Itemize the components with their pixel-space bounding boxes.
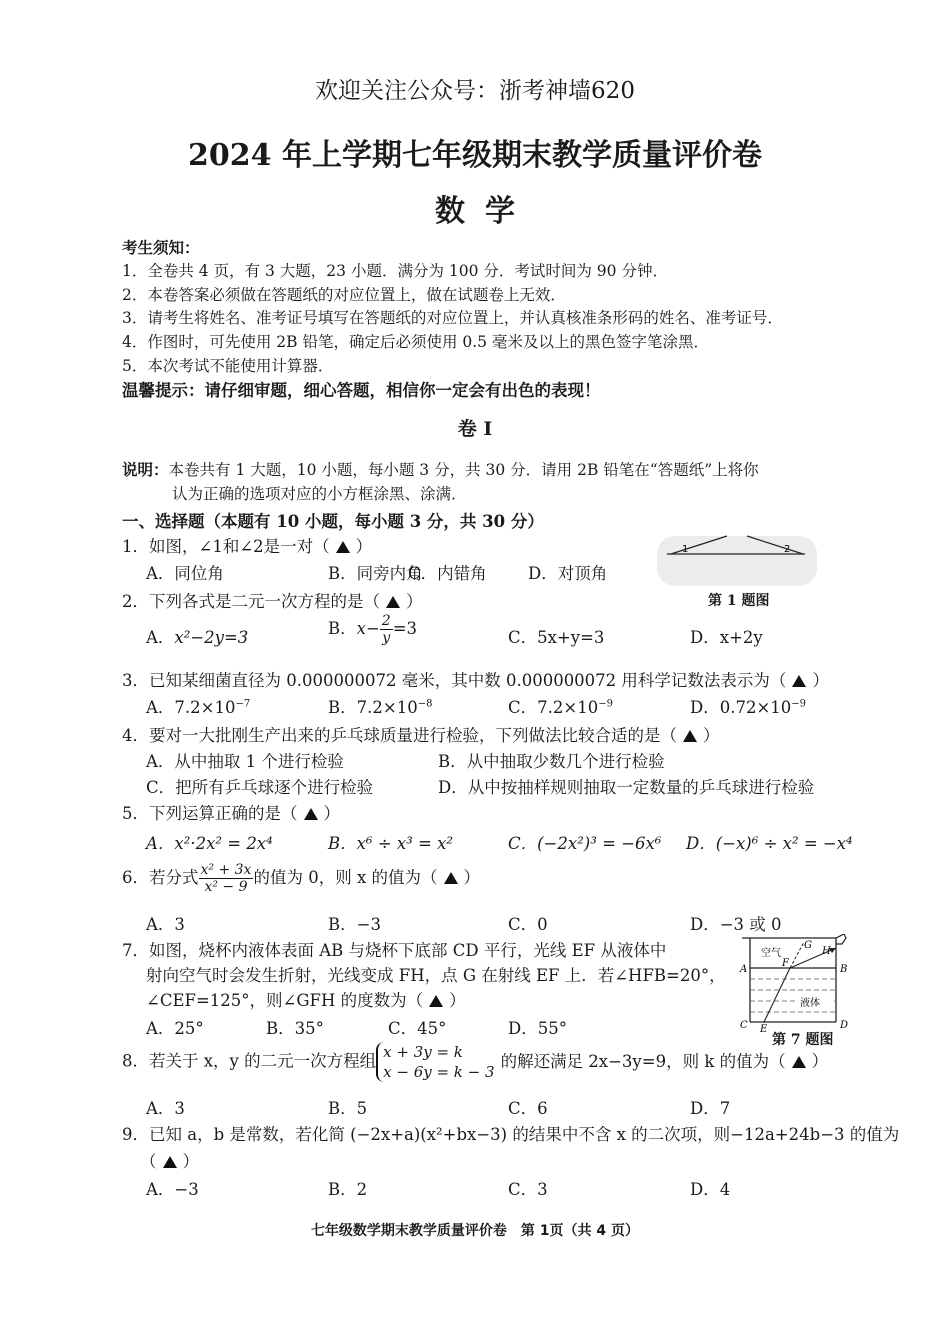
fig-label: G — [804, 940, 812, 951]
fig-label: 1 — [682, 544, 689, 555]
notice-item: 1．全卷共 4 页，有 3 大题，23 小题．满分为 100 分．考试时间为 90 分钟． — [122, 262, 668, 280]
q7-option-c: C．45° — [388, 1019, 447, 1038]
q7-option-a: A．25° — [146, 1019, 204, 1038]
answer-triangle-icon — [163, 1156, 177, 1168]
fig-label: D — [840, 1020, 849, 1031]
equation-system: x + 3y = k x − 6y = k − 3 — [376, 1042, 494, 1082]
q3-option-b: B．$7.2\times 10^{-8}$ — [328, 698, 433, 717]
notice-item: 4．作图时，可先使用 2B 铅笔，确定后必须使用 0.5 毫米及以上的黑色签字笔涂黑． — [122, 333, 709, 351]
q4-option-d: D．从中按抽样规则抽取一定数量的乒乓球进行检验 — [438, 778, 815, 797]
q9-option-a: A．−3 — [146, 1180, 199, 1199]
q9-stem: 9．已知 a，b 是常数，若化简 (−2x+a)(x²+bx−3) 的结果中不含 x 的二次项，则−12a+24b−3 的值为 — [122, 1125, 900, 1144]
subject-title: 数学 — [435, 194, 535, 229]
fig-label: 2 — [784, 544, 791, 555]
notice-item: 5．本次考试不能使用计算器． — [122, 357, 334, 375]
question-5: 5．下列运算正确的是（ ） — [122, 804, 340, 823]
section-heading: 一、选择题（本题有 10 小题，每小题 3 分，共 30 分） — [122, 512, 544, 531]
notice-item: 2．本卷答案必须做在答题纸的对应位置上，做在试题卷上无效． — [122, 286, 566, 304]
q8-option-a: A．3 — [146, 1099, 185, 1118]
q5-option-b: B．x⁶ ÷ x³ = x² — [328, 834, 454, 853]
notice-heading: 考生须知： — [122, 238, 200, 257]
fig-label: E — [760, 1024, 768, 1035]
q1-option-c: C．内错角 — [408, 564, 487, 583]
q5-option-c: C．(−2x²)³ = −6x⁶ — [508, 834, 662, 853]
exam-title: 2024 年上学期七年级期末教学质量评价卷 — [188, 138, 762, 173]
question-3: 3．已知某细菌直径为 0.000000072 毫米，其中数 0.000000072 用科学记数法表示为（ ） — [122, 671, 829, 690]
tip: 温馨提示：请仔细审题，细心答题，相信你一定会有出色的表现！ — [122, 381, 601, 400]
q8-option-b: B．5 — [328, 1099, 368, 1118]
explain-label: 说明： — [122, 460, 169, 479]
question-7: ∠CEF=125°，则∠GFH 的度数为（ ） — [146, 991, 466, 1010]
answer-triangle-icon — [386, 596, 400, 608]
q7-option-b: B．35° — [266, 1019, 324, 1038]
q8-option-c: C．6 — [508, 1099, 548, 1118]
explain-text: 本卷共有 1 大题，10 小题，每小题 3 分，共 30 分．请用 2B 铅笔在“答题纸”上将你 — [168, 461, 759, 479]
q8-option-d: D．7 — [690, 1099, 731, 1118]
fig-label: B — [840, 964, 848, 975]
q6-option-a: A．3 — [146, 915, 185, 934]
fig-label: 液体 — [800, 998, 820, 1009]
q3-option-d: D．$0.72\times 10^{-9}$ — [690, 698, 807, 717]
question-4: 4．要对一大批刚生产出来的乒乓球质量进行检验，下列做法比较合适的是（ ） — [122, 726, 720, 745]
q4-stem: 4．要对一大批刚生产出来的乒乓球质量进行检验，下列做法比较合适的是（ — [122, 726, 677, 745]
fig-label: 空气 — [761, 948, 781, 959]
banner: 欢迎关注公众号：浙考神墙620 — [315, 78, 635, 104]
q3-option-a: A．$7.2\times 10^{-7}$ — [146, 698, 251, 717]
q2-option-c: C．5x+y=3 — [508, 628, 605, 647]
q2-option-d: D．x+2y — [690, 628, 763, 647]
answer-triangle-icon — [444, 872, 458, 884]
q2-stem: 2．下列各式是二元一次方程的是（ — [122, 592, 380, 611]
q4-option-a: A．从中抽取 1 个进行检验 — [146, 752, 344, 771]
answer-triangle-icon — [792, 675, 806, 687]
question-9: （ ） — [140, 1152, 199, 1171]
q3-option-c: C．$7.2\times 10^{-9}$ — [508, 698, 613, 717]
fig-label: H — [822, 946, 831, 957]
fig-label: A — [740, 964, 748, 975]
fraction: $\frac{\text{x² + 3x}}{\text{x² − 9}}$ — [200, 862, 252, 895]
page-footer: 七年级数学期末教学质量评价卷 第 1页（共 4 页） — [310, 1223, 640, 1239]
fraction: $\frac{2}{y}$ — [381, 613, 391, 646]
answer-triangle-icon — [304, 808, 318, 820]
q4-option-b: B．从中抽取少数几个进行检验 — [438, 752, 665, 771]
answer-triangle-icon — [429, 995, 443, 1007]
fig-label: C — [740, 1020, 748, 1031]
q1-option-b: B．同旁内角 — [328, 564, 423, 583]
q6-option-d: D．−3 或 0 — [690, 915, 782, 934]
q1-figure-caption: 第 1 题图 — [708, 593, 770, 609]
q9-option-b: B．2 — [328, 1180, 368, 1199]
notice-item: 3．请考生将姓名、准考证号填写在答题纸的对应位置上，并认真核准条形码的姓名、准考证号． — [122, 309, 783, 327]
explain-text: 认为正确的选项对应的小方框涂黑、涂满． — [172, 485, 467, 503]
q1-option-a: A．同位角 — [146, 564, 224, 583]
question-2: 2．下列各式是二元一次方程的是（ ） — [122, 592, 423, 611]
fig-label: F — [782, 958, 789, 969]
answer-triangle-icon — [336, 541, 350, 553]
part-heading: 卷 Ⅰ — [457, 418, 493, 440]
q9-option-d: D．4 — [690, 1180, 731, 1199]
q3-stem: 3．已知某细菌直径为 0.000000072 毫米，其中数 0.000000072 用科学记数法表示为（ — [122, 671, 787, 690]
answer-triangle-icon — [792, 1056, 806, 1068]
q5-option-a: A．x²·2x² = 2x⁴ — [146, 834, 273, 853]
q1-option-d: D．对顶角 — [528, 564, 608, 583]
question-1: 1．如图，∠1和∠2是一对（ ） — [122, 537, 373, 556]
answer-triangle-icon — [683, 730, 697, 742]
q7-figure-caption: 第 7 题图 — [772, 1032, 834, 1048]
question-8: 8．若关于 x，y 的二元一次方程组 x + 3y = k x − 6y = k − 3 的解还满足 2x−3y=9，则 k 的值为（ ） — [122, 1043, 829, 1081]
q7-option-d: D．55° — [508, 1019, 567, 1038]
q1-stem: 1．如图，∠1和∠2是一对（ — [122, 537, 330, 556]
q6-option-b: B．−3 — [328, 915, 381, 934]
q2-option-a: A．x²−2y=3 — [146, 628, 249, 647]
question-6: 6．若分式 $\frac{\text{x² + 3x}}{\text{x² − 9}}$ 的值为 0，则 x 的值为（ ） — [122, 862, 480, 895]
q4-option-c: C．把所有乒乓球逐个进行检验 — [146, 778, 374, 797]
q5-option-d: D．(−x)⁶ ÷ x² = −x⁴ — [686, 834, 853, 853]
q5-stem: 5．下列运算正确的是（ — [122, 804, 298, 823]
q9-option-c: C．3 — [508, 1180, 548, 1199]
q2-option-b: B．x− $\frac{2}{y}$ =3 — [328, 613, 418, 646]
q7-line: 7．如图，烧杯内液体表面 AB 与烧杯下底部 CD 平行，光线 EF 从液体中 — [122, 941, 667, 960]
q6-option-c: C．0 — [508, 915, 548, 934]
q7-line: 射向空气时会发生折射，光线变成 FH，点 G 在射线 EF 上．若∠HFB=20°， — [146, 966, 726, 985]
